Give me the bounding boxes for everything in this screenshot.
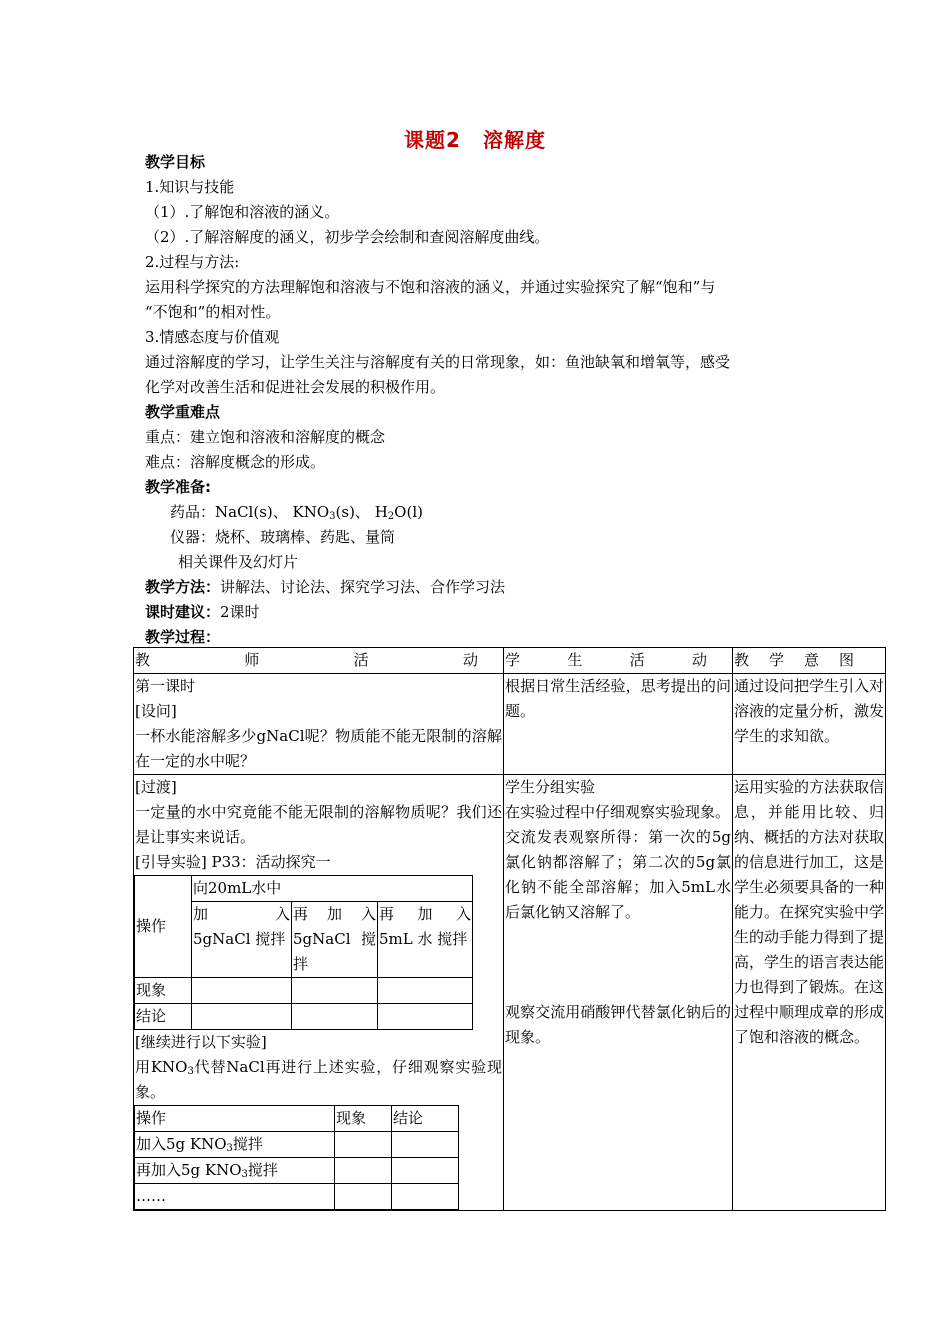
kno3-experiment-table xyxy=(134,1105,459,1210)
keypoint-focus: 重点：建立饱和溶液和溶解度的概念 xyxy=(145,428,386,446)
header-student: 学 生 活 动 xyxy=(504,648,733,674)
prep-instruments: 仪器：烧杯、玻璃棒、药匙、量筒 xyxy=(170,528,396,546)
row1-teacher: 第一课时 [设问] 一杯水能溶解多少gNaCl呢？物质能不能无限制的溶解在一定的水中呢？ xyxy=(134,674,504,775)
knowledge-item-1: （1）.了解饱和溶液的涵义。 xyxy=(145,203,340,221)
nacl-experiment-table xyxy=(134,875,473,1030)
prep-courseware: 相关课件及幻灯片 xyxy=(178,553,299,571)
table-row xyxy=(134,775,886,1211)
exp1-step-2: 再 加 入 5gNaCl 搅拌 xyxy=(292,902,378,978)
process-text-1: 运用科学探究的方法理解饱和溶液与不饱和溶液的涵义，并通过实验探究了解“饱和”与 xyxy=(145,278,716,296)
methods-line xyxy=(145,577,505,597)
exp1-phenomenon-label: 现象 xyxy=(135,978,192,1004)
knowledge-item-2: （2）.了解溶解度的涵义，初步学会绘制和查阅溶解度曲线。 xyxy=(145,228,550,246)
page-title xyxy=(0,124,950,153)
hours-value: 2课时 xyxy=(220,603,260,621)
title-number: 课题2 xyxy=(404,128,461,152)
prep-drugs: 药品：NaCl(s)、 $KNO_3(s)$、 $H_2O(l)$ xyxy=(170,503,423,522)
methods-value: 讲解法、讨论法、探究学习法、合作学习法 xyxy=(220,578,506,596)
exp2-header-phenomenon: 现象 xyxy=(335,1106,392,1132)
teaching-process-table xyxy=(133,647,886,1211)
row2-teacher: [过渡] 一定量的水中究竟能不能无限制的溶解物质呢？我们还是让事实来说话。 [引导实验] P33：活动探究一 操作 向20mL水中 加 入 5gNaCl 搅拌 再 加 入 5gNaCl 搅拌 再 加 入 5mL 水 搅拌 现象 结论 [继续进行以下实验] 用$KNO_3$代替NaCl再进行上述实验，仔细观察实验现象。 操作 现象 结论 加入5g $KNO_3$搅拌 再加入5g $KNO_3$搅拌 …… xyxy=(134,775,504,1211)
exp1-step-1: 加 入 5gNaCl 搅拌 xyxy=(192,902,292,978)
keypoints-heading: 教学重难点 xyxy=(145,403,221,421)
exp1-conclusion-label: 结论 xyxy=(135,1004,192,1030)
goals-heading: 教学目标 xyxy=(145,153,206,171)
methods-label: 教学方法： xyxy=(145,578,221,596)
hours-line xyxy=(145,602,260,622)
exp1-top-header: 向20mL水中 xyxy=(192,876,473,902)
exp2-row-2: 再加入5g $KNO_3$搅拌 xyxy=(135,1158,335,1184)
attitude-heading: 3.情感态度与价值观 xyxy=(145,328,280,346)
hours-label: 课时建议： xyxy=(145,603,221,621)
exp2-row-3: …… xyxy=(135,1184,335,1210)
prep-heading: 教学准备: xyxy=(145,478,211,496)
row1-intent: 通过设问把学生引入对溶液的定量分析，激发学生的求知欲。 xyxy=(733,674,886,775)
exp2-row-1: 加入5g $KNO_3$搅拌 xyxy=(135,1132,335,1158)
continue-experiment: [继续进行以下实验] xyxy=(135,1033,267,1051)
table-header-row xyxy=(134,648,886,674)
row1-student: 根据日常生活经验，思考提出的问题。 xyxy=(504,674,733,775)
exp1-step-3: 再 加 入 5mL 水 搅拌 xyxy=(378,902,473,978)
header-intent: 教 学 意 图 xyxy=(733,648,886,674)
attitude-text-1: 通过溶解度的学习，让学生关注与溶解度有关的日常现象，如：鱼池缺氧和增氧等，感受 xyxy=(145,353,731,371)
row2-intent: 运用实验的方法获取信息，并能用比较、归纳、概括的方法对获取的信息进行加工，这是学生必须要具备的一种能力。在探究实验中学生的动手能力得到了提高，学生的语言表达能力也得到了锻炼。在这过程中顺理成章的形成了饱和溶液的概念。 xyxy=(733,775,886,1211)
knowledge-heading: 1.知识与技能 xyxy=(145,178,235,196)
process-text-2: “不饱和”的相对性。 xyxy=(145,303,281,321)
row2-student: 学生分组实验 在实验过程中仔细观察实验现象。 交流发表观察所得：第一次的5g氯化钠都溶解了；第二次的5g氯化钠不能全部溶解；加入5mL水后氯化钠又溶解了。 观察交流用硝酸钾代替氯化钠后的现象。 xyxy=(504,775,733,1211)
title-text: 溶解度 xyxy=(482,128,546,152)
table-row xyxy=(134,674,886,775)
exp2-header-operation: 操作 xyxy=(135,1106,335,1132)
process-section-heading: 教学过程： xyxy=(145,628,221,646)
process-heading: 2.过程与方法: xyxy=(145,253,240,271)
keypoint-difficulty: 难点：溶解度概念的形成。 xyxy=(145,453,326,471)
exp2-header-conclusion: 结论 xyxy=(392,1106,459,1132)
exp1-operation-label: 操作 xyxy=(135,876,192,978)
kno3-instruction: 用$KNO_3$代替NaCl再进行上述实验，仔细观察实验现象。 xyxy=(135,1058,502,1101)
attitude-text-2: 化学对改善生活和促进社会发展的积极作用。 xyxy=(145,378,446,396)
header-teacher: 教 师 活 动 xyxy=(134,648,504,674)
